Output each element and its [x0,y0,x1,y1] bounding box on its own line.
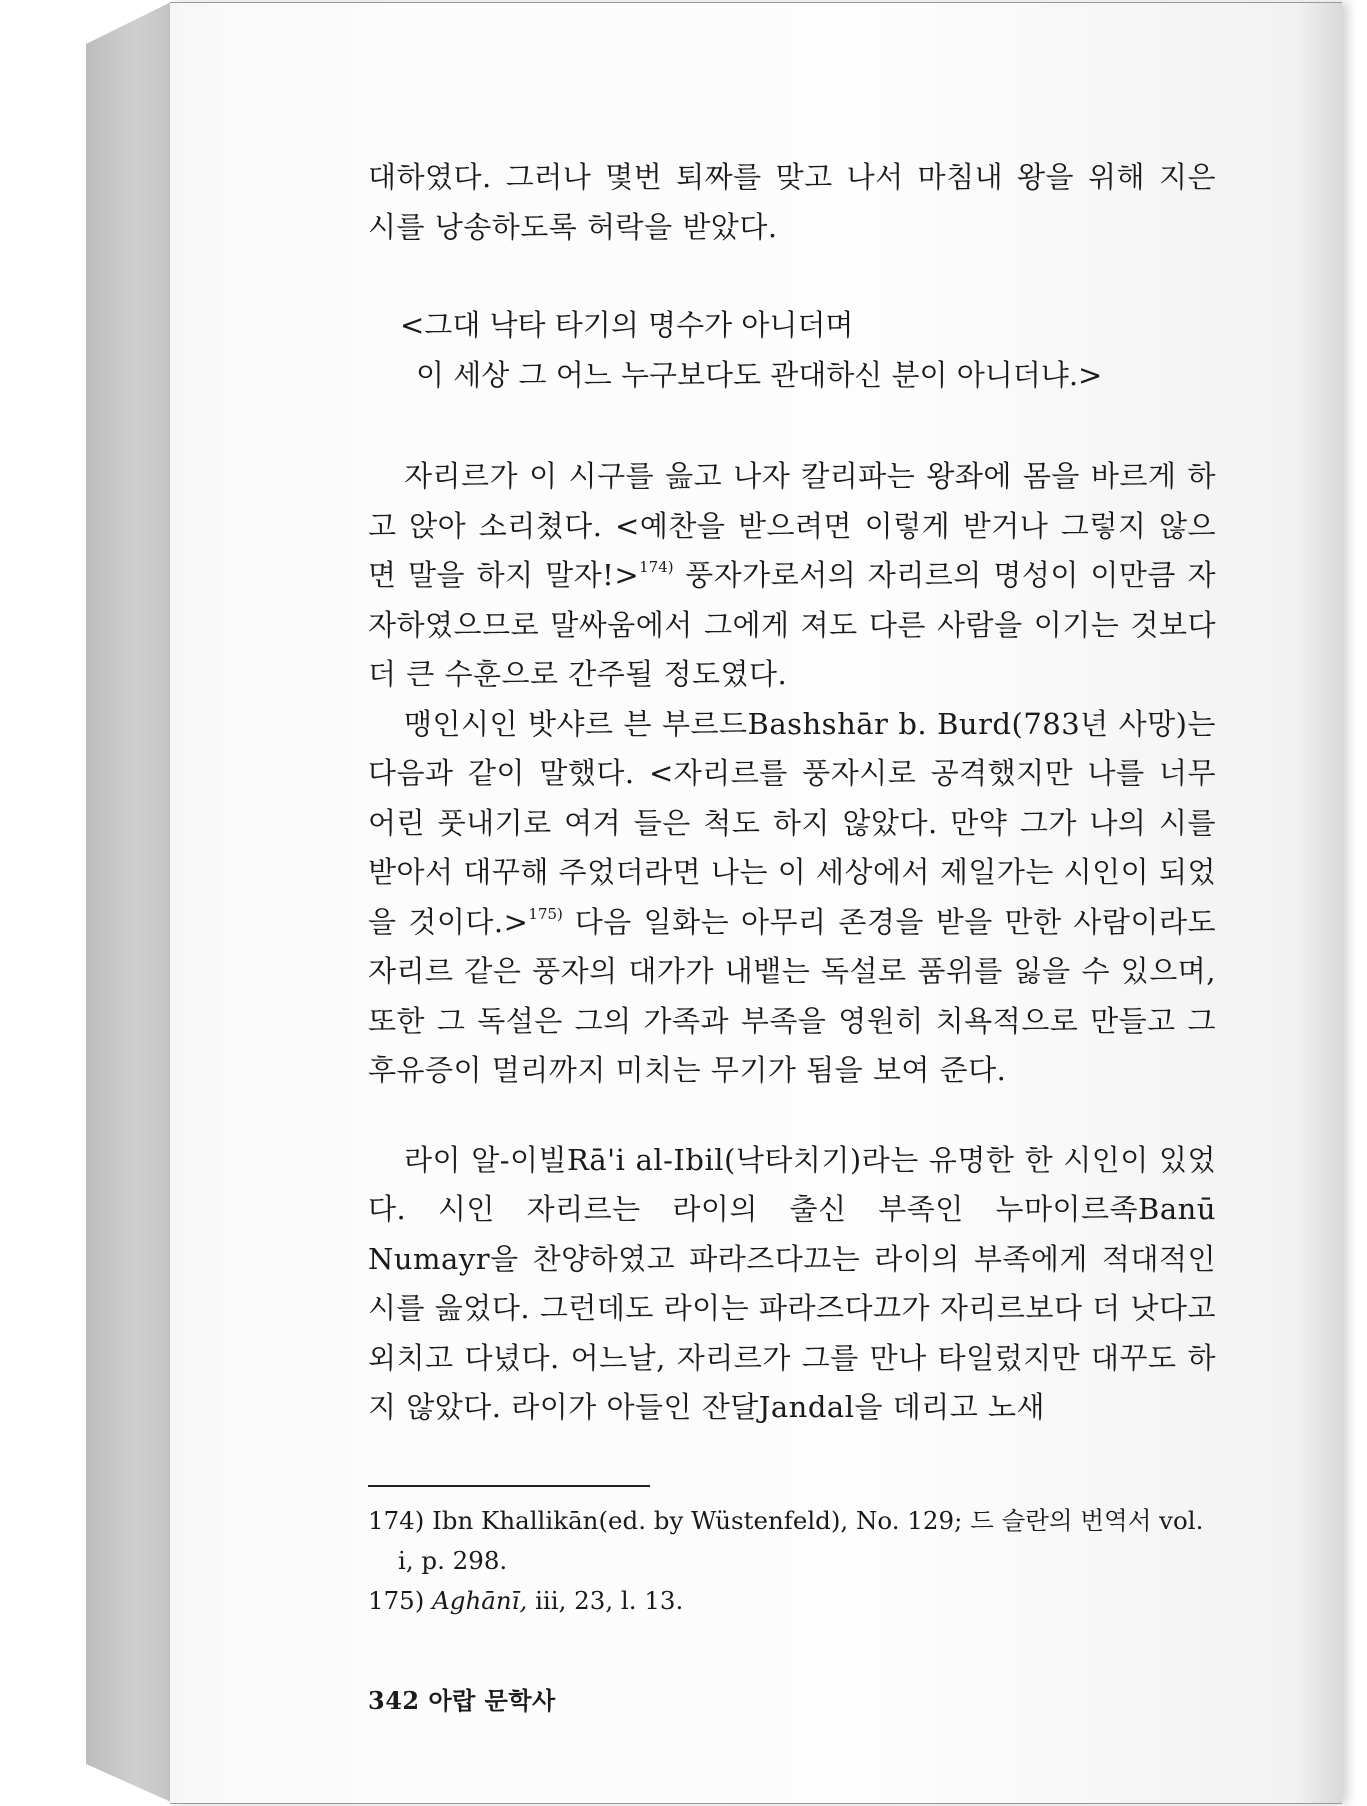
page-text-block [368,153,1216,1716]
book-spine [86,2,171,1802]
footnote-divider [368,1485,650,1487]
verse-quote [368,300,1216,400]
paragraph-2-text-b: 풍자가로서의 자리르의 명성이 이만큼 자자하였으므로 말싸움에서 그에게 져도 다른 사람을 이기는 것보다 더 큰 수훈으로 간주될 정도였다. [368,558,1216,691]
paragraph-3-text-b: 다음 일화는 아무리 존경을 받을 만한 사람이라도 자리르 같은 풍자의 대가가 내뱉는 독설로 품위를 잃을 수 있으며, 또한 그 독설은 그의 가족과 부족을 영원히 치욕적으로 만들고 그 후유증이 멀리까지 미치는 무기가 됨을 보여 준다. [368,904,1216,1087]
footnote-175-rest: iii, 23, l. 13. [527,1585,684,1615]
verse-line-2: 이 세상 그 어느 누구보다도 관대하신 분이 아니더냐.> [416,358,1103,392]
footnote-ref-175: 175) [528,904,563,923]
paragraph-3 [368,700,1216,1096]
book-page [170,2,1342,1804]
running-footer: 342 아랍 문학사 [368,1685,556,1715]
footnote-175-title: Aghānī, [432,1585,528,1615]
paragraph-2-text-a: 자리르가 이 시구를 읊고 나자 칼리파는 왕좌에 몸을 바르게 하고 앉아 소리쳤다. <예찬을 받으려면 이렇게 받거나 그렇지 않으면 말을 하지 말자!> [368,459,1216,592]
footnote-174: 174) Ibn Khallikān(ed. by Wüstenfeld), No. 129; 드 슬란의 번역서 vol. i, p. 298. [368,1505,1204,1575]
footnote-175 [368,1581,1216,1621]
paragraph-2 [368,452,1216,700]
paragraph-1: 대하였다. 그러나 몇번 퇴짜를 맞고 나서 마침내 왕을 위해 지은 시를 낭송하도록 허락을 받았다. [368,160,1216,244]
paragraph-3-text-a: 맹인시인 밧샤르 븐 부르드Bashshār b. Burd(783년 사망)는 다음과 같이 말했다. <자리르를 풍자시로 공격했지만 나를 너무 어린 풋내기로 여겨 들은 척도 하지 않았다. 만약 그가 나의 시를 받아서 대꾸해 주었더라면 나는 이 세상에서 제일가는 시인이 되었을 것이다.> [368,706,1216,939]
verse-line-1: <그대 낙타 타기의 명수가 아니더며 [400,308,854,342]
footnotes [368,1501,1216,1621]
paragraph-4: 라이 알-이빌Rā'i al-Ibil(낙타치기)라는 유명한 한 시인이 있었다. 시인 자리르는 라이의 출신 부족인 누마이르족Banū Numayr을 찬양하였고 파라즈다끄는 라이의 부족에게 적대적인 시를 읊었다. 그런데도 라이는 파라즈다끄가 자리르보다 더 낫다고 외치고 다녔다. 어느날, 자리르가 그를 만나 타일렀지만 대꾸도 하지 않았다. 라이가 아들인 잔달Jandal을 데리고 노새 [368,1142,1216,1424]
footnote-175-number: 175) [368,1585,433,1615]
footnote-ref-174: 174) [639,558,674,576]
